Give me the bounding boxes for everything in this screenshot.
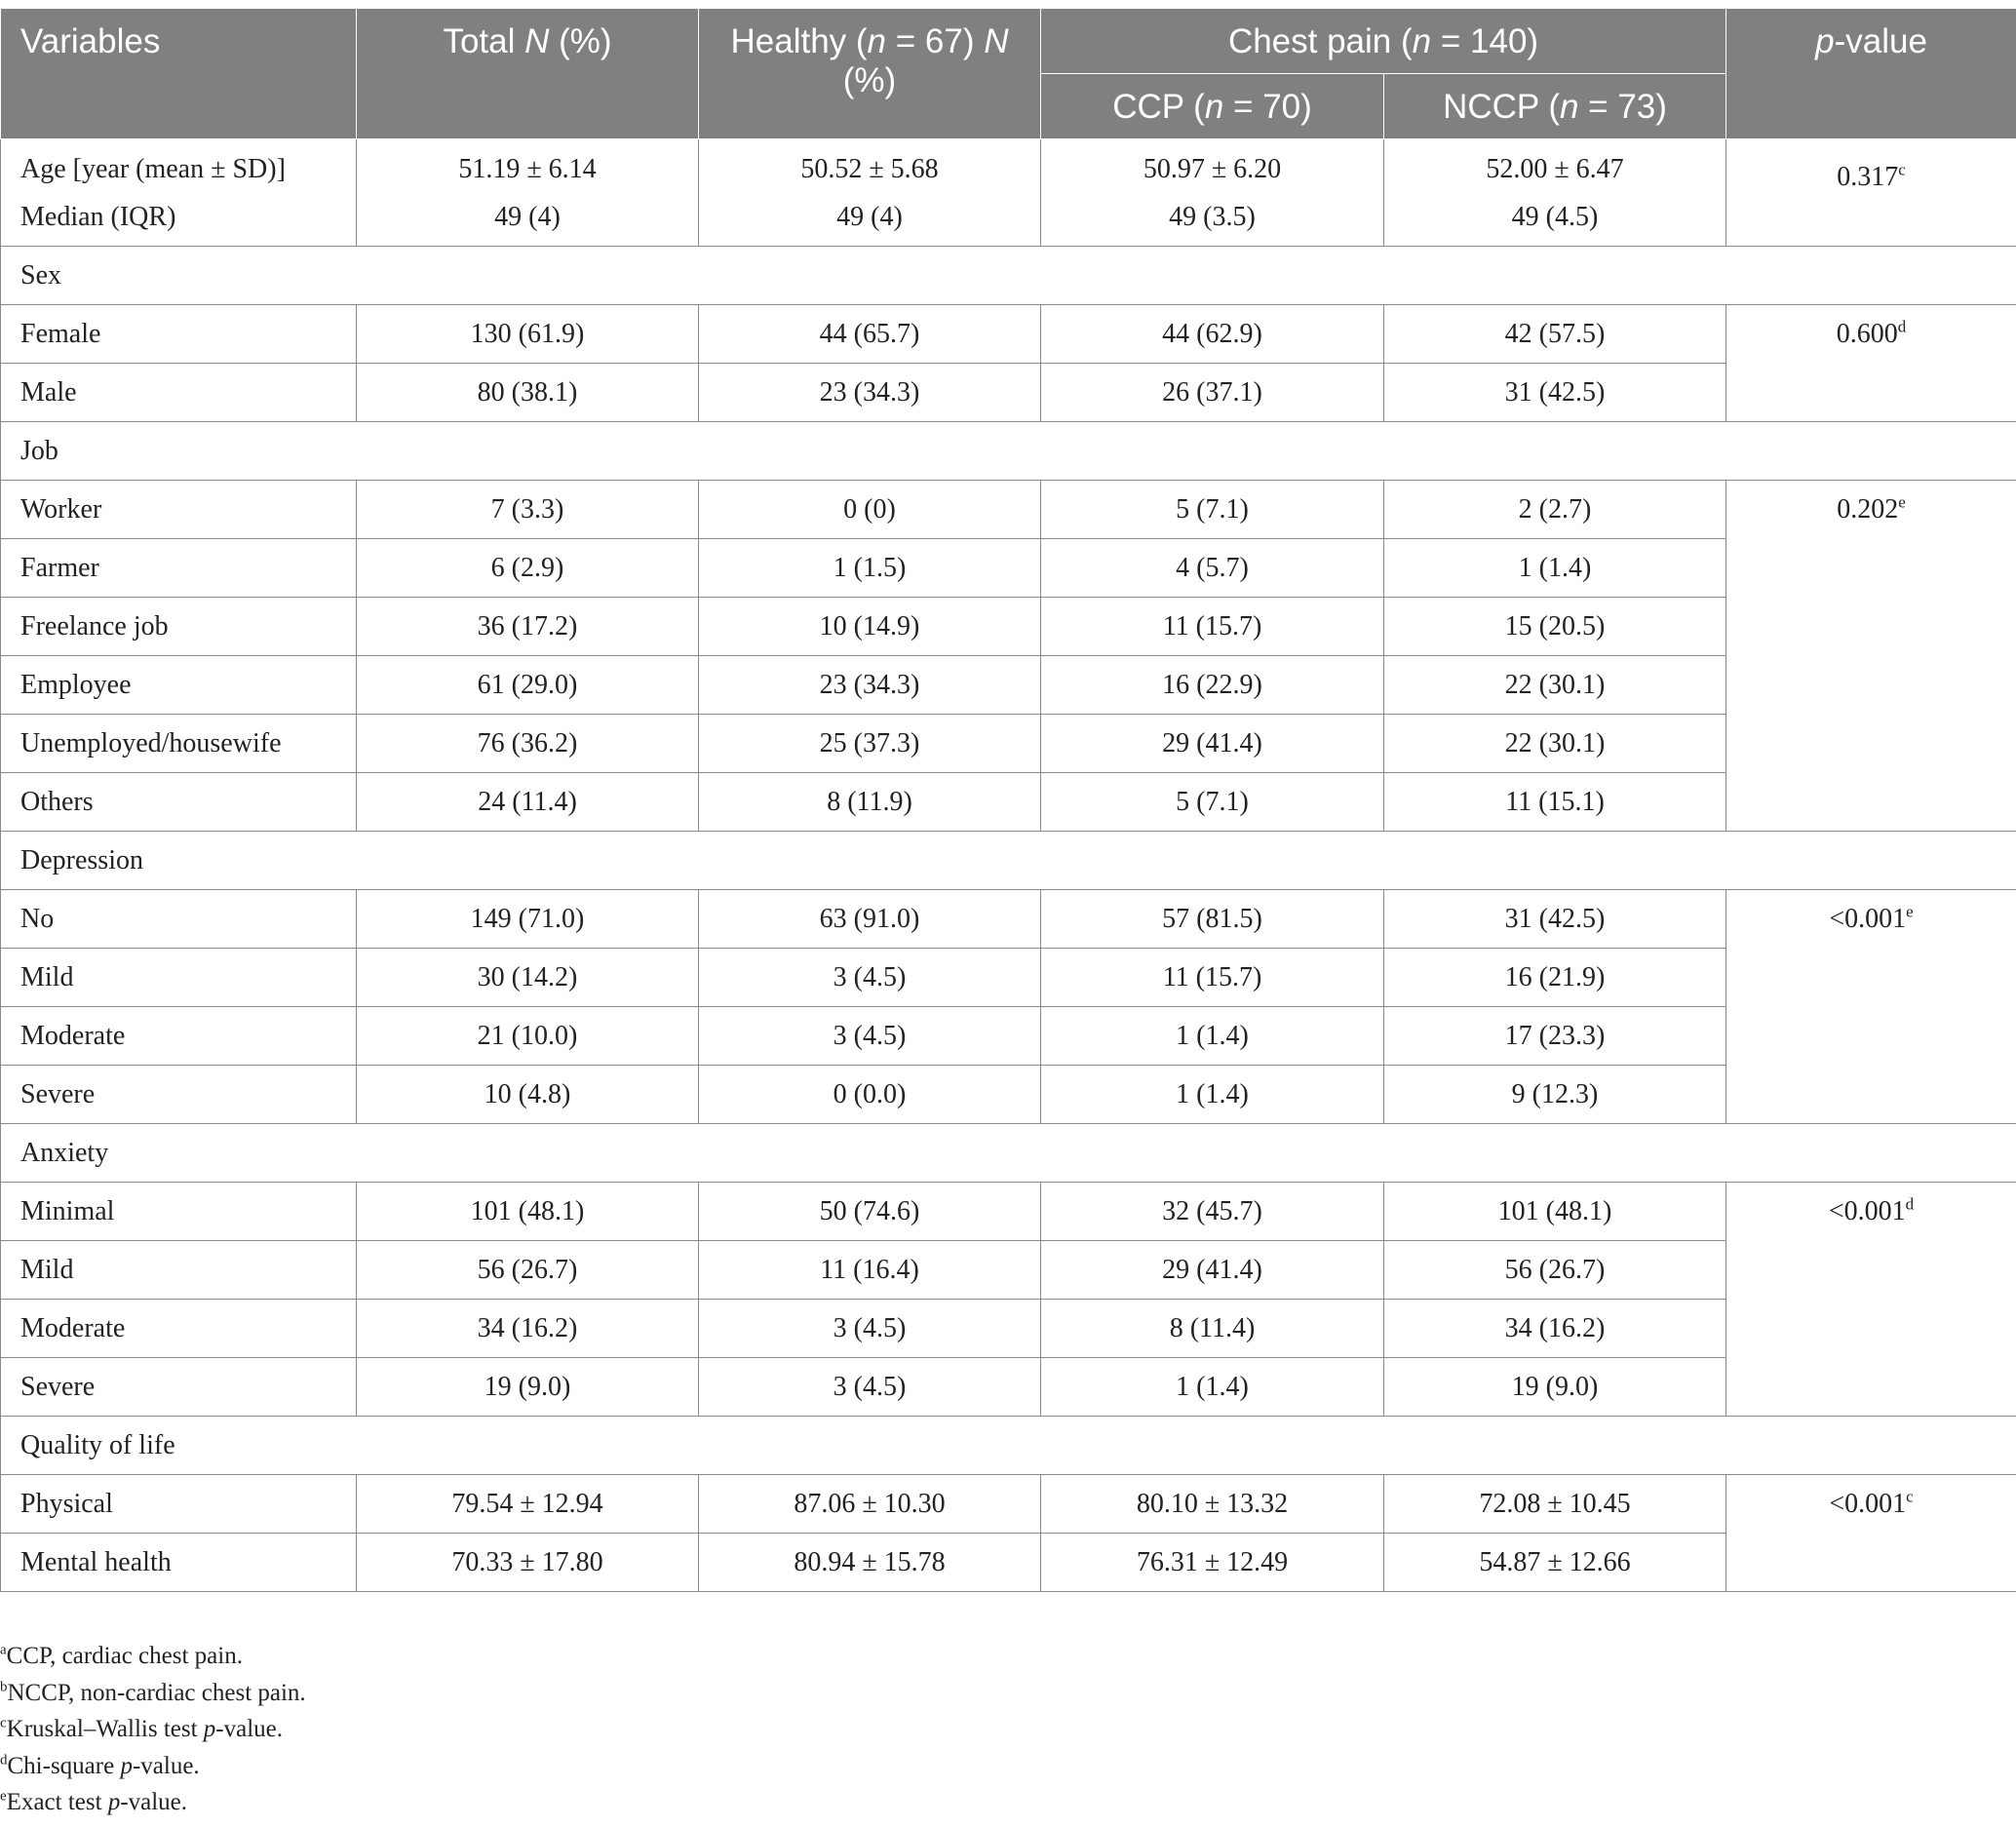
row-label: Moderate — [1, 1007, 357, 1066]
cell-pvalue: 0.600$^d$ — [1726, 305, 2016, 422]
footnotes — [0, 1638, 306, 1821]
cell-ccp: 44 (62.9) — [1041, 305, 1384, 364]
row-label: Age [year (mean ± SD)] Median (IQR) — [1, 139, 357, 247]
table-row — [1, 305, 2016, 364]
header-healthy: Healthy (n = 67) N (%) — [699, 9, 1041, 139]
cell-nccp: 54.87 ± 12.66 — [1384, 1534, 1726, 1592]
table-row — [1, 890, 2016, 949]
cell-ccp: 57 (81.5) — [1041, 890, 1384, 949]
demographics-table — [0, 8, 2016, 1592]
cell-total: 79.54 ± 12.94 — [357, 1475, 699, 1534]
row-label: Physical — [1, 1475, 357, 1534]
cell-nccp: 2 (2.7) — [1384, 481, 1726, 539]
row-label: No — [1, 890, 357, 949]
cell-pvalue: <0.001$^d$ — [1726, 1183, 2016, 1417]
cell-ccp: 80.10 ± 13.32 — [1041, 1475, 1384, 1534]
cell-ccp: 1 (1.4) — [1041, 1007, 1384, 1066]
table-row — [1, 1183, 2016, 1241]
table-row — [1, 1358, 2016, 1417]
cell-total: 24 (11.4) — [357, 773, 699, 832]
row-label: Employee — [1, 656, 357, 715]
cell-total: 6 (2.9) — [357, 539, 699, 598]
cell-ccp: 32 (45.7) — [1041, 1183, 1384, 1241]
table-row — [1, 1066, 2016, 1124]
cell-nccp: 16 (21.9) — [1384, 949, 1726, 1007]
row-label: Mild — [1, 949, 357, 1007]
table-row — [1, 539, 2016, 598]
table-row — [1, 773, 2016, 832]
row-label: Freelance job — [1, 598, 357, 656]
row-label: Severe — [1, 1066, 357, 1124]
cell-total: 21 (10.0) — [357, 1007, 699, 1066]
cell-nccp: 31 (42.5) — [1384, 364, 1726, 422]
cell-healthy: 80.94 ± 15.78 — [699, 1534, 1041, 1592]
cell-ccp: 76.31 ± 12.49 — [1041, 1534, 1384, 1592]
row-label: Male — [1, 364, 357, 422]
cell-healthy: 63 (91.0) — [699, 890, 1041, 949]
section-label: Depression — [1, 832, 2016, 890]
section-label: Quality of life — [1, 1417, 2016, 1475]
cell-pvalue: 0.202e — [1726, 481, 2016, 832]
cell-nccp: 101 (48.1) — [1384, 1183, 1726, 1241]
cell-nccp: 31 (42.5) — [1384, 890, 1726, 949]
cell-healthy: 25 (37.3) — [699, 715, 1041, 773]
cell-nccp: 17 (23.3) — [1384, 1007, 1726, 1066]
header-nccp: NCCP (n = 73) — [1384, 74, 1726, 139]
cell-nccp: 22 (30.1) — [1384, 715, 1726, 773]
cell-ccp: 1 (1.4) — [1041, 1358, 1384, 1417]
cell-total: 30 (14.2) — [357, 949, 699, 1007]
cell-healthy: 50.52 ± 5.68 49 (4) — [699, 139, 1041, 247]
row-label: Mental health — [1, 1534, 357, 1592]
cell-nccp: 11 (15.1) — [1384, 773, 1726, 832]
cell-total: 101 (48.1) — [357, 1183, 699, 1241]
table-row — [1, 364, 2016, 422]
cell-healthy: 10 (14.9) — [699, 598, 1041, 656]
cell-healthy: 23 (34.3) — [699, 656, 1041, 715]
row-label: Unemployed/housewife — [1, 715, 357, 773]
section-label: Job — [1, 422, 2016, 481]
cell-ccp: 29 (41.4) — [1041, 715, 1384, 773]
footnote-e: $^e$Exact test p-value. — [0, 1788, 188, 1815]
header-total: Total N (%) — [357, 9, 699, 139]
cell-nccp: 15 (20.5) — [1384, 598, 1726, 656]
table-row — [1, 481, 2016, 539]
cell-ccp: 4 (5.7) — [1041, 539, 1384, 598]
table-header — [1, 9, 2016, 139]
cell-total: 34 (16.2) — [357, 1300, 699, 1358]
cell-nccp: 1 (1.4) — [1384, 539, 1726, 598]
header-ccp: CCP (n = 70) — [1041, 74, 1384, 139]
footnote-a: $^a$CCP, cardiac chest pain. — [0, 1642, 243, 1669]
section-row-anxiety — [1, 1124, 2016, 1183]
cell-healthy: 1 (1.5) — [699, 539, 1041, 598]
section-row-job — [1, 422, 2016, 481]
row-label: Female — [1, 305, 357, 364]
cell-total: 10 (4.8) — [357, 1066, 699, 1124]
table-row — [1, 949, 2016, 1007]
table-row-age — [1, 139, 2016, 247]
cell-pvalue: <0.001$^c$ — [1726, 1475, 2016, 1592]
cell-ccp: 8 (11.4) — [1041, 1300, 1384, 1358]
cell-nccp: 42 (57.5) — [1384, 305, 1726, 364]
section-label: Anxiety — [1, 1124, 2016, 1183]
row-label: Minimal — [1, 1183, 357, 1241]
cell-healthy: 0 (0.0) — [699, 1066, 1041, 1124]
cell-ccp: 50.97 ± 6.20 49 (3.5) — [1041, 139, 1384, 247]
cell-ccp: 5 (7.1) — [1041, 773, 1384, 832]
section-row-depression — [1, 832, 2016, 890]
table-row — [1, 1007, 2016, 1066]
cell-healthy: 3 (4.5) — [699, 1300, 1041, 1358]
table-row — [1, 656, 2016, 715]
row-label: Mild — [1, 1241, 357, 1300]
cell-nccp: 22 (30.1) — [1384, 656, 1726, 715]
cell-healthy: 8 (11.9) — [699, 773, 1041, 832]
cell-pvalue: <0.001$^e$ — [1726, 890, 2016, 1124]
cell-healthy: 3 (4.5) — [699, 949, 1041, 1007]
table-container — [0, 8, 2016, 1592]
cell-nccp: 56 (26.7) — [1384, 1241, 1726, 1300]
cell-pvalue: 0.317$^c$ — [1726, 139, 2016, 247]
cell-nccp: 9 (12.3) — [1384, 1066, 1726, 1124]
cell-total: 19 (9.0) — [357, 1358, 699, 1417]
cell-healthy: 87.06 ± 10.30 — [699, 1475, 1041, 1534]
cell-nccp: 52.00 ± 6.47 49 (4.5) — [1384, 139, 1726, 247]
header-variables: Variables — [1, 9, 357, 139]
cell-nccp: 19 (9.0) — [1384, 1358, 1726, 1417]
cell-healthy: 0 (0) — [699, 481, 1041, 539]
cell-total: 149 (71.0) — [357, 890, 699, 949]
cell-healthy: 11 (16.4) — [699, 1241, 1041, 1300]
cell-total: 51.19 ± 6.14 49 (4) — [357, 139, 699, 247]
section-label: Sex — [1, 247, 2016, 305]
cell-ccp: 11 (15.7) — [1041, 949, 1384, 1007]
row-label: Farmer — [1, 539, 357, 598]
section-row-qol — [1, 1417, 2016, 1475]
cell-ccp: 29 (41.4) — [1041, 1241, 1384, 1300]
cell-nccp: 34 (16.2) — [1384, 1300, 1726, 1358]
table-body — [1, 139, 2016, 1592]
header-pvalue: p-value — [1726, 9, 2016, 139]
table-row — [1, 598, 2016, 656]
cell-healthy: 44 (65.7) — [699, 305, 1041, 364]
section-row-sex — [1, 247, 2016, 305]
cell-ccp: 5 (7.1) — [1041, 481, 1384, 539]
footnote-d: $^d$Chi-square p-value. — [0, 1752, 200, 1779]
cell-total: 7 (3.3) — [357, 481, 699, 539]
cell-nccp: 72.08 ± 10.45 — [1384, 1475, 1726, 1534]
footnote-b: $^b$NCCP, non-cardiac chest pain. — [0, 1679, 306, 1706]
cell-total: 70.33 ± 17.80 — [357, 1534, 699, 1592]
cell-total: 76 (36.2) — [357, 715, 699, 773]
cell-ccp: 26 (37.1) — [1041, 364, 1384, 422]
table-row — [1, 1300, 2016, 1358]
cell-total: 36 (17.2) — [357, 598, 699, 656]
footnote-c: $^c$Kruskal–Wallis test p-value. — [0, 1715, 284, 1742]
cell-healthy: 3 (4.5) — [699, 1007, 1041, 1066]
table-row — [1, 715, 2016, 773]
cell-total: 80 (38.1) — [357, 364, 699, 422]
cell-total: 61 (29.0) — [357, 656, 699, 715]
cell-ccp: 16 (22.9) — [1041, 656, 1384, 715]
cell-healthy: 23 (34.3) — [699, 364, 1041, 422]
table-row — [1, 1241, 2016, 1300]
table-row — [1, 1475, 2016, 1534]
header-chest-pain: Chest pain (n = 140) — [1041, 9, 1726, 74]
row-label: Worker — [1, 481, 357, 539]
row-label: Others — [1, 773, 357, 832]
table-row — [1, 1534, 2016, 1592]
cell-healthy: 50 (74.6) — [699, 1183, 1041, 1241]
cell-total: 56 (26.7) — [357, 1241, 699, 1300]
cell-healthy: 3 (4.5) — [699, 1358, 1041, 1417]
row-label: Moderate — [1, 1300, 357, 1358]
cell-total: 130 (61.9) — [357, 305, 699, 364]
cell-ccp: 11 (15.7) — [1041, 598, 1384, 656]
row-label: Severe — [1, 1358, 357, 1417]
cell-ccp: 1 (1.4) — [1041, 1066, 1384, 1124]
